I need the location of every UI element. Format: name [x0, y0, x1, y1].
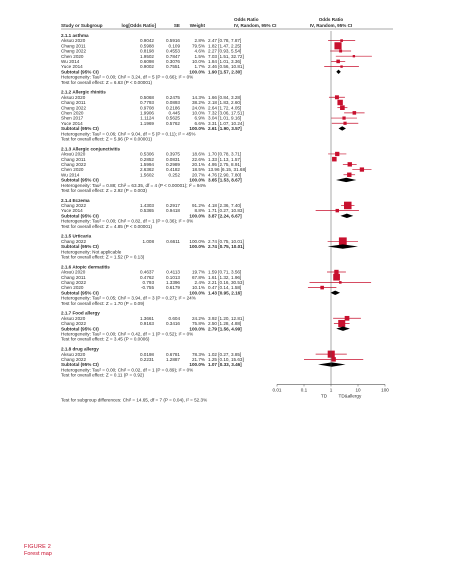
- study-weight: 22.6%: [191, 156, 205, 162]
- study-name: Chang 2022: [61, 280, 87, 285]
- study-ci: 4.76 [2.90, 7.80]: [208, 172, 242, 178]
- study-name: Yuce 2014: [61, 120, 83, 126]
- figure-caption-text: Forest map: [24, 551, 52, 557]
- study-ci: 1.70 [0.78, 3.71]: [208, 151, 242, 157]
- subtotal-weight: 100.0%: [189, 326, 205, 332]
- study-log-or: 0.9163: [139, 321, 154, 327]
- study-name: Chang 2022: [61, 356, 87, 362]
- study-log-or: 1.4303: [139, 203, 154, 209]
- study-name: Aksuü 2020: [61, 351, 86, 357]
- subtotal-ci: 2.79 [1.56, 4.99]: [208, 326, 242, 332]
- subtotal-ci: 1.43 [0.95, 2.16]: [208, 290, 242, 296]
- subgroup-title: 2.1.6 Atopic dermatitis: [61, 264, 110, 270]
- study-square: [353, 111, 357, 115]
- study-ci: 2.21 [0.16, 30.53]: [208, 280, 244, 285]
- subgroup-title: 2.1.5 Urticaria: [61, 233, 92, 239]
- study-se: 0.2186: [165, 105, 180, 111]
- study-se: 0.7847: [165, 53, 180, 59]
- study-name: Aksuü 2020: [61, 38, 86, 44]
- study-ci: 1.71 [0.27, 10.83]: [208, 208, 244, 214]
- study-weight: 78.3%: [191, 351, 205, 357]
- subtotal-label: Subtotal (95% CI): [61, 244, 99, 250]
- header-log-or: log[Odds Ratio]: [121, 23, 156, 28]
- study-log-or: 1.5994: [139, 161, 154, 167]
- study-ci: 13.96 [6.15, 31.68]: [208, 167, 247, 173]
- study-name: Yuce 2014: [61, 208, 83, 214]
- study-se: 1.3396: [165, 280, 180, 285]
- subtotal-weight: 100.0%: [189, 244, 205, 250]
- study-log-or: -0.755: [140, 285, 154, 291]
- study-square: [320, 286, 324, 290]
- study-ci: 7.03 [1.51, 32.72]: [208, 53, 244, 59]
- study-log-or: 0.9042: [139, 38, 154, 44]
- study-weight: 1.7%: [194, 64, 205, 70]
- study-se: 0.6179: [165, 285, 180, 291]
- study-weight: 8.8%: [194, 208, 205, 214]
- x-tick-label: 10: [355, 387, 361, 393]
- study-se: 0.3975: [165, 151, 180, 157]
- study-name: Chen 2020: [61, 53, 84, 59]
- header-plot-method: IV, Random, 95% CI: [309, 23, 353, 28]
- subtotal-ci: 2.74 [0.75, 10.01]: [208, 244, 245, 250]
- overall-effect-text: Test for overall effect: Z = 2.92 (P = 0.003): [61, 187, 147, 193]
- subtotal-label: Subtotal (95% CI): [61, 177, 99, 183]
- study-se: 0.0831: [165, 156, 180, 162]
- subtotal-weight: 100.0%: [189, 362, 205, 368]
- study-ci: 2.46 [0.56, 10.81]: [208, 64, 244, 70]
- subtotal-diamond: [339, 126, 346, 130]
- study-ci: 3.31 [1.07, 10.24]: [208, 120, 244, 126]
- subtotal-diamond: [336, 326, 350, 330]
- header-plot-odds-ratio: Odds Ratio: [318, 17, 344, 22]
- study-weight: 75.8%: [191, 321, 205, 327]
- subtotal-diamond: [336, 70, 340, 74]
- study-se: 0.6611: [166, 238, 180, 244]
- study-square: [340, 105, 345, 110]
- study-weight: 100.0%: [189, 238, 205, 244]
- study-square: [340, 65, 342, 67]
- study-log-or: 1.1124: [140, 115, 154, 121]
- subtotal-weight: 100.0%: [189, 69, 205, 75]
- study-log-or: 0.793: [142, 280, 154, 285]
- study-name: Chang 2022: [61, 161, 87, 167]
- study-ci: 1.59 [0.71, 3.56]: [208, 269, 242, 275]
- study-log-or: 0.8198: [139, 48, 154, 54]
- study-weight: 24.0%: [191, 105, 205, 111]
- header-odds-ratio: Odds Ratio: [234, 17, 259, 22]
- subtotal-ci: 3.87 [2.24, 6.67]: [208, 213, 242, 219]
- study-log-or: 1.008: [142, 238, 154, 244]
- study-weight: 10.1%: [191, 285, 205, 291]
- study-ci: 1.84 [1.01, 3.36]: [208, 59, 242, 64]
- study-name: Shen 2017: [61, 115, 84, 121]
- study-name: Chang 2022: [61, 238, 87, 244]
- study-square: [337, 100, 342, 105]
- study-weight: 18.6%: [191, 151, 205, 157]
- study-ci: 2.50 [1.28, 4.88]: [208, 321, 242, 327]
- subgroup-title: 2.1.1 asthma: [61, 33, 89, 38]
- study-se: 0.5762: [165, 120, 180, 126]
- study-ci: 1.66 [0.84, 3.28]: [208, 94, 242, 100]
- study-log-or: 1.9502: [139, 53, 154, 59]
- study-name: Aksuü 2020: [61, 269, 86, 275]
- study-se: 0.3416: [165, 321, 180, 327]
- study-ci: 3.04 [1.01, 9.16]: [208, 115, 242, 121]
- study-ci: 7.32 [3.06, 17.51]: [208, 110, 244, 116]
- subtotal-ci: 3.65 [1.53, 8.67]: [208, 177, 242, 183]
- study-log-or: 1.1969: [139, 120, 154, 126]
- study-weight: 20.7%: [191, 172, 205, 178]
- favours-left-label: TD: [320, 393, 328, 399]
- study-se: 1.2887: [165, 356, 180, 362]
- overall-effect-text: Test for overall effect: Z = 1.52 (P = 0.13): [61, 254, 145, 260]
- subtotal-weight: 100.0%: [189, 177, 205, 183]
- study-name: Yuce 2014: [61, 64, 83, 70]
- study-square: [339, 237, 347, 245]
- study-square: [344, 202, 352, 210]
- overall-effect-text: Test for overall effect: Z = 4.85 (P < 0.00001): [61, 223, 152, 229]
- study-se: 0.6781: [165, 351, 180, 357]
- study-weight: 20.1%: [191, 161, 205, 167]
- study-square: [342, 116, 345, 119]
- study-ci: 4.18 [2.36, 7.40]: [208, 203, 242, 209]
- study-weight: 79.5%: [191, 43, 205, 49]
- study-weight: 10.0%: [191, 110, 205, 116]
- study-se: 0.7551: [165, 64, 180, 70]
- study-se: 0.109: [168, 43, 180, 49]
- study-name: Aksuü 2020: [61, 315, 86, 321]
- subtotal-weight: 100.0%: [189, 213, 205, 219]
- heterogeneity-text: Heterogeneity: Not applicable: [61, 249, 122, 255]
- subtotal-label: Subtotal (95% CI): [61, 326, 99, 332]
- subtotal-ci: 2.61 [1.90, 3.57]: [208, 126, 242, 132]
- heterogeneity-text: Heterogeneity: Tau² = 0.88; Chi² = 63.35, df = 4 (P < 0.00001); I² = 94%: [61, 182, 207, 188]
- study-log-or: 1.9906: [139, 110, 154, 116]
- study-se: 0.2917: [165, 203, 180, 209]
- study-log-or: 0.4637: [139, 269, 154, 275]
- study-weight: 18.5%: [191, 167, 205, 173]
- study-ci: 3.92 [1.20, 12.81]: [208, 315, 244, 321]
- study-log-or: 2.6362: [139, 167, 154, 173]
- study-se: 0.445: [168, 110, 180, 116]
- heterogeneity-text: Heterogeneity: Tau² = 0.05; Chi² = 3.94, df = 3 (P = 0.27); I² = 24%: [61, 295, 196, 301]
- subtotal-diamond: [336, 178, 356, 182]
- subtotal-label: Subtotal (95% CI): [61, 290, 99, 296]
- study-log-or: 0.2852: [139, 156, 154, 162]
- x-tick-label: 0.1: [300, 387, 308, 393]
- study-square: [333, 274, 340, 281]
- x-tick-label: 1: [329, 387, 333, 393]
- heterogeneity-text: Heterogeneity: Tau² = 0.00; Chi² = 0.42, df = 1 (P = 0.52); I² = 0%: [61, 331, 194, 337]
- study-se: 0.0893: [165, 100, 180, 106]
- study-ci: 4.95 [2.75, 8.91]: [208, 161, 242, 167]
- study-weight: 6.6%: [194, 120, 205, 126]
- study-weight: 91.2%: [191, 203, 205, 209]
- study-weight: 14.3%: [191, 94, 205, 100]
- study-name: Aksuü 2020: [61, 94, 86, 100]
- study-square: [347, 173, 351, 177]
- study-square: [336, 60, 340, 64]
- figure-label: FIGURE 2: [24, 544, 51, 550]
- subtotal-ci: 1.07 [0.33, 3.46]: [208, 362, 242, 368]
- study-name: Chang 2011: [61, 43, 86, 49]
- study-name: Chang 2022: [61, 105, 87, 111]
- study-weight: 2.4%: [194, 280, 205, 285]
- study-se: 0.3076: [165, 59, 180, 64]
- study-name: Chen 2020: [61, 167, 84, 173]
- study-name: Chang 2022: [61, 321, 87, 327]
- study-weight: 6.9%: [194, 115, 205, 121]
- study-log-or: 1.3661: [139, 315, 154, 321]
- study-ci: 1.02 [0.27, 3.85]: [208, 351, 242, 357]
- study-weight: 21.7%: [191, 356, 205, 362]
- study-se: 0.5625: [165, 115, 180, 121]
- subgroup-title: 2.1.4 Eczema: [61, 197, 90, 203]
- study-ci: 2.64 [1.72, 4.05]: [208, 105, 242, 111]
- study-log-or: 0.6098: [139, 59, 154, 64]
- study-ci: 1.25 [0.10, 15.63]: [208, 356, 244, 362]
- study-log-or: 0.5365: [139, 208, 154, 214]
- header-weight: Weight: [189, 23, 205, 28]
- subgroup-title: 2.1.7 Food allergy: [61, 310, 100, 316]
- heterogeneity-text: Heterogeneity: Tau² = 0.00; Chi² = 0.02, df = 1 (P = 0.89); I² = 0%: [61, 367, 194, 373]
- header-method: IV, Random, 95% CI: [234, 23, 277, 28]
- subtotal-diamond: [340, 214, 353, 218]
- subtotal-diamond: [328, 244, 358, 248]
- study-log-or: 0.9002: [139, 64, 154, 70]
- header-se: SE: [173, 23, 180, 28]
- study-weight: 2.8%: [194, 38, 205, 44]
- study-ci: 1.61 [1.32, 1.96]: [208, 274, 242, 280]
- heterogeneity-text: Heterogeneity: Tau² = 0.00; Chi² = 3.24, df = 5 (P = 0.66); I² = 0%: [61, 74, 194, 80]
- subtotal-label: Subtotal (95% CI): [61, 362, 99, 368]
- study-weight: 10.0%: [191, 59, 205, 64]
- subgroup-title: 2.1.8 drug allergy: [61, 346, 99, 352]
- study-square: [331, 357, 335, 361]
- study-square: [334, 42, 341, 49]
- study-se: 0.5916: [165, 38, 180, 44]
- overall-effect-text: Test for overall effect: Z = 5.96 (P < 0.00001): [61, 136, 152, 142]
- study-square: [340, 39, 343, 42]
- study-se: 0.9418: [165, 208, 180, 214]
- x-tick-label: 0.01: [272, 387, 282, 393]
- study-log-or: 1.5602: [139, 172, 154, 178]
- study-square: [339, 50, 342, 53]
- heterogeneity-text: Heterogeneity: Tau² = 0.06; Chi² = 9.04, df = 5 (P = 0.11); I² = 45%: [61, 131, 196, 137]
- favours-right-label: TD&allergy: [338, 393, 362, 399]
- heterogeneity-text: Heterogeneity: Tau² = 0.00; Chi² = 0.82, df = 1 (P = 0.36); I² = 0%: [61, 218, 194, 224]
- study-log-or: 0.0198: [139, 351, 154, 357]
- study-log-or: 0.4762: [139, 274, 154, 280]
- study-ci: 0.47 [0.14, 1.58]: [208, 285, 242, 291]
- study-ci: 1.82 [1.47, 2.25]: [208, 43, 242, 49]
- study-ci: 2.18 [1.83, 2.60]: [208, 100, 242, 106]
- study-square: [334, 270, 338, 274]
- study-se: 0.604: [168, 315, 180, 321]
- overall-effect-text: Test for overall effect: Z = 6.63 (P < 0.00001): [61, 79, 152, 85]
- subtotal-diamond: [318, 362, 346, 366]
- study-log-or: 0.2231: [139, 356, 154, 362]
- subgroup-title: 2.1.2 Allergic rhinitis: [61, 89, 106, 95]
- study-name: Chang 2022: [61, 203, 87, 209]
- study-name: Wu 2014: [61, 172, 80, 178]
- overall-effect-text: Test for overall effect: Z = 3.45 (P = 0.0006): [61, 336, 150, 342]
- study-se: 0.2989: [165, 161, 180, 167]
- x-tick-label: 100: [381, 387, 389, 393]
- study-se: 0.4182: [165, 167, 180, 173]
- study-square: [339, 281, 342, 284]
- study-log-or: 0.9708: [139, 105, 154, 111]
- study-weight: 67.8%: [191, 274, 205, 280]
- subtotal-label: Subtotal (95% CI): [61, 126, 99, 132]
- study-weight: 1.5%: [194, 53, 205, 59]
- overall-effect-text: Test for overall effect: Z = 0.11 (P = 0.92): [61, 372, 144, 378]
- subtotal-weight: 100.0%: [189, 290, 205, 296]
- study-log-or: 0.7793: [139, 100, 154, 106]
- study-weight: 38.2%: [191, 100, 205, 106]
- subtotal-diamond: [330, 291, 340, 295]
- study-name: Chang 2011: [61, 100, 86, 106]
- study-square: [360, 167, 364, 171]
- study-name: Aksuü 2020: [61, 151, 86, 157]
- figure-caption: [24, 544, 52, 558]
- study-name: Wu 2014: [61, 59, 80, 64]
- study-square: [335, 95, 339, 99]
- study-square: [348, 162, 352, 166]
- study-square: [336, 209, 339, 212]
- study-name: Chen 2020: [61, 110, 84, 116]
- study-square: [343, 122, 346, 125]
- study-se: 0.4113: [166, 269, 180, 275]
- subgroup-test-text: Test for subgroup differences: Chi² = 14.65, df = 7 (P = 0.04), I² = 52.3%: [61, 397, 208, 403]
- study-weight: 4.6%: [194, 48, 205, 54]
- header-study: Study or Subgroup: [61, 23, 103, 28]
- study-ci: 2.27 [0.93, 5.54]: [208, 48, 242, 54]
- study-ci: 1.33 [1.13, 1.57]: [208, 156, 242, 162]
- subtotal-weight: 100.0%: [189, 126, 205, 132]
- study-se: 0.4553: [165, 48, 180, 54]
- study-ci: 2.74 [0.75, 10.01]: [208, 238, 244, 244]
- study-se: 0.2475: [165, 94, 180, 100]
- study-log-or: 0.5988: [139, 43, 154, 49]
- study-se: 0.1013: [165, 274, 180, 280]
- study-square: [338, 320, 345, 327]
- study-square: [353, 55, 355, 57]
- study-name: Chen 2020: [61, 285, 84, 291]
- study-square: [345, 316, 350, 321]
- subtotal-ci: 1.90 [1.57, 2.30]: [208, 69, 242, 75]
- study-weight: 24.2%: [191, 315, 205, 321]
- study-square: [335, 152, 339, 156]
- study-weight: 19.7%: [191, 269, 205, 275]
- study-log-or: 0.5068: [139, 94, 154, 100]
- study-name: Chang 2011: [61, 156, 86, 162]
- study-name: Chang 2022: [61, 48, 87, 54]
- study-name: Chang 2011: [61, 274, 86, 280]
- study-ci: 2.47 [0.78, 7.87]: [208, 38, 242, 44]
- study-log-or: 0.5306: [139, 151, 154, 157]
- overall-effect-text: Test for overall effect: Z = 1.70 (P = 0.09): [61, 300, 145, 306]
- subgroup-title: 2.1.3 Allergic conjunctivitis: [61, 146, 121, 152]
- study-se: 0.252: [168, 172, 180, 178]
- study-square: [332, 157, 337, 162]
- subtotal-label: Subtotal (95% CI): [61, 213, 99, 219]
- subtotal-label: Subtotal (95% CI): [61, 69, 99, 75]
